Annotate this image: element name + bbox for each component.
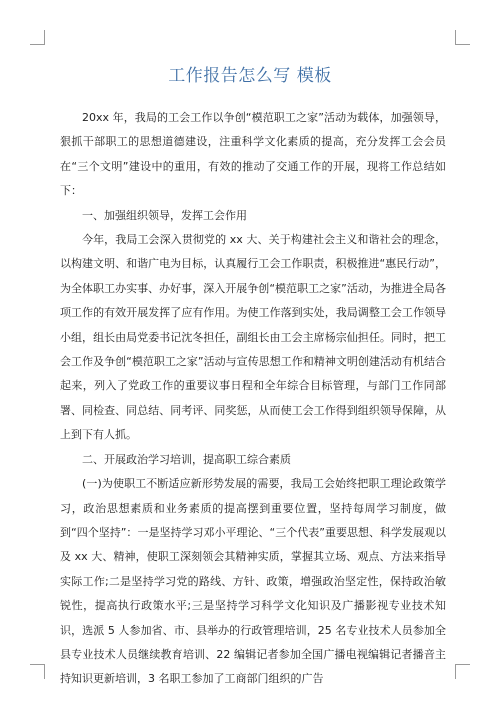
document-title: 工作报告怎么写 模板 <box>168 66 332 86</box>
paragraph-intro: 20xx 年，我局的工会工作以争创“模范职工之家”活动为载体，加强领导，狠抓干部职工的思想道德建设，注重科学文化素质的提高，充分发挥工会会员在“三个文明”建设中的重用，有效的推动了交通工作的开展，现将工作总结如下： <box>60 111 446 198</box>
crop-mark-bottom-left <box>30 664 45 679</box>
document-body <box>60 106 446 692</box>
paragraph-section-2: (一)为使职工不断适应新形势发展的需要，我局工会始终把职工理论政策学习，政治思想素质和业务素质的提高摆到重要位置，坚持每周学习制度，做到“四个坚持”：一是坚持学习邓小平理论、“三个代表”重要思想、科学发展观以及 xx 大、精神，使职工深刻领会其精神实质，掌握其立场、观点、方法来指导实际工作;二是坚持学习党的路线、方针、政策，增强政治坚定性，保持政治敏锐性，提高执行政策水平;三是坚持学习科学文化知识及广播影视专业技术知识，选派 5 人参加省、市、县举办的行政管理培训，25 名专业技术人员参加全县专业技术人员继续教育培训、22 编辑记者参加全国广播电视编辑记者播音主持知识更新培训，3 名职工参加了工商部门组织的广告 <box>60 477 446 686</box>
crop-mark-bottom-right <box>455 664 470 679</box>
section-heading-2: 二、开展政治学习培训，提高职工综合素质 <box>82 452 291 466</box>
section-heading-1: 一、加强组织领导，发挥工会作用 <box>82 208 247 222</box>
crop-mark-top-left <box>30 30 45 45</box>
crop-mark-top-right <box>455 30 470 45</box>
paragraph-section-1: 今年，我局工会深入贯彻党的 xx 大、关于构建社会主义和谐社会的理念，以构建文明、和谐广电为目标，认真履行工会工作职责，积极推进“惠民行动”，为全体职工办实事、办好事，深入开展争创“模范职工之家”活动，为推进全局各项工作的有效开展发挥了应有作用。为使工作落到实处，我局调整工会工作领导小组，组长由局党委书记沈冬担任，副组长由工会主席杨宗仙担任。同时，把工会工作及争创“模范职工之家”活动与宣传思想工作和精神文明创建活动有机结合起来，列入了党政工作的重要议事日程和全年综合目标管理，与部门工作同部署、同检查、同总结、同考评、同奖惩，从而使工会工作得到组织领导保障，从上到下有人抓。 <box>60 233 446 442</box>
